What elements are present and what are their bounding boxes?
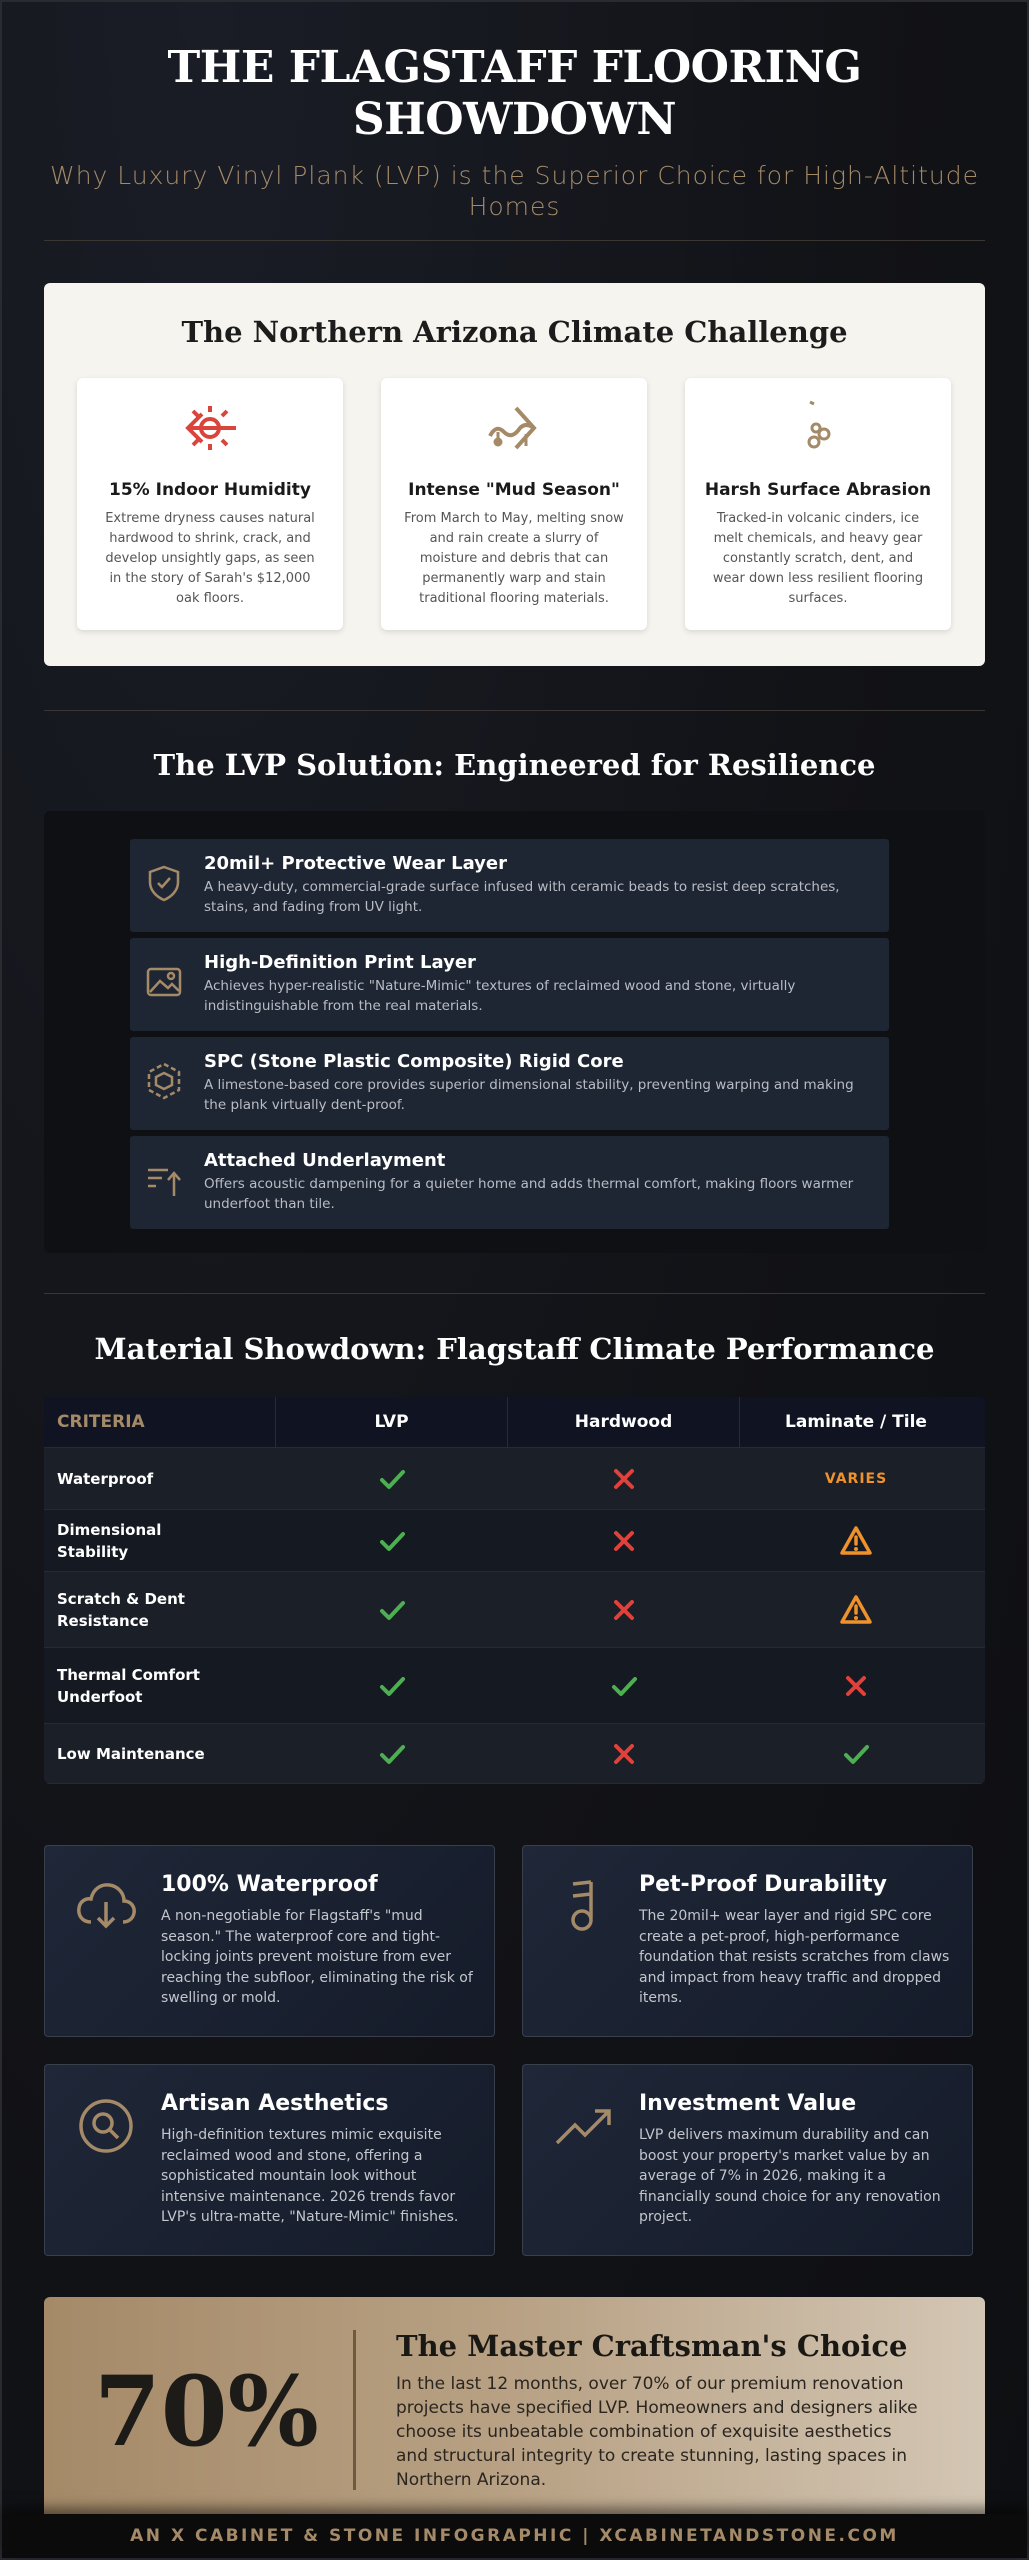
feature-title: SPC (Stone Plastic Composite) Rigid Core — [204, 1051, 624, 1072]
benefit-text: LVP delivers maximum durability and can boost your property's market value by an average of 7% in 2026, making it a financially sound choice for any renovation project. — [639, 2127, 941, 2225]
benefit-card-pet-proof — [522, 1845, 973, 2037]
benefit-card-waterproof — [44, 1845, 495, 2037]
value-text — [740, 1448, 972, 1509]
craftsman-title: The Master Craftsman's Choice — [396, 2329, 908, 2363]
feature-text: A limestone-based core provides superior dimensional stability, preventing warping and making the plank virtually dent-proof. — [204, 1077, 854, 1113]
table-row — [44, 1572, 985, 1648]
craftsman-text: In the last 12 months, over 70% of our premium renovation projects have specified LVP. Homeowners and designers alike choose its unbeatable combination of exquisite aesthetics and structural integrity to create stunning, lasting spaces in Northern Arizona. — [396, 2374, 918, 2490]
climate-card-text: Tracked-in volcanic cinders, ice melt chemicals, and heavy gear constantly scratch, dent, and wear down less resilient flooring surfaces. — [712, 511, 924, 606]
table-row — [44, 1510, 985, 1572]
feature-underlayment — [130, 1136, 889, 1229]
layers-arrow-icon — [144, 1160, 184, 1200]
benefit-title: Pet-Proof Durability — [639, 1872, 887, 1897]
showdown-title: Material Showdown: Flagstaff Climate Performance — [94, 1332, 935, 1366]
paw-hook-icon — [551, 1874, 617, 1940]
divider — [44, 1293, 985, 1294]
header-laminate-tile: Laminate / Tile — [785, 1412, 927, 1432]
craftsman-panel — [44, 2297, 985, 2541]
climate-card-text: From March to May, melting snow and rain create a slurry of moisture and debris that can permanently warp and stain traditional flooring materials. — [404, 511, 624, 606]
benefit-text: High-definition textures mimic exquisite reclaimed wood and stone, offering a sophisticated mountain look without intensive maintenance. 2026 trends favor LVP's ultra-matte, "Nature-Mimic" finishes. — [161, 2127, 459, 2225]
page-title: THE FLAGSTAFF FLOORING SHOWDOWN — [167, 42, 862, 145]
abrasion-icon — [685, 398, 951, 458]
check-icon — [276, 1510, 508, 1571]
check-icon — [276, 1648, 508, 1723]
mud-season-icon — [381, 398, 647, 458]
craftsman-stat: 70% — [94, 2355, 319, 2468]
benefit-title: 100% Waterproof — [161, 1872, 378, 1897]
shield-check-icon — [144, 863, 184, 903]
table-row — [44, 1448, 985, 1510]
page-subtitle: Why Luxury Vinyl Plank (LVP) is the Superior Choice for High-Altitude Homes — [49, 161, 980, 221]
criteria-cell: Low Maintenance — [57, 1744, 205, 1763]
cross-icon — [508, 1448, 740, 1509]
header-hardwood: Hardwood — [508, 1397, 740, 1447]
footer-link[interactable]: AN X CABINET & STONE INFOGRAPHIC | XCABINETANDSTONE.COM — [130, 2526, 899, 2546]
rigid-core-icon — [144, 1061, 184, 1101]
lvp-section-title: The LVP Solution: Engineered for Resilience — [153, 748, 876, 782]
climate-card-humidity — [77, 378, 343, 630]
footer — [2, 2514, 1027, 2558]
criteria-cell: Waterproof — [57, 1469, 154, 1488]
feature-print-layer — [130, 938, 889, 1031]
climate-card-title: Intense "Mud Season" — [408, 480, 620, 500]
vertical-divider — [353, 2330, 356, 2490]
benefit-text: The 20mil+ wear layer and rigid SPC core create a pet-proof, high-performance foundation that resists scratches from claws and impact from heavy traffic and dropped items. — [639, 1908, 950, 2006]
climate-challenge-panel — [44, 283, 985, 666]
climate-card-title: Harsh Surface Abrasion — [704, 480, 932, 500]
warning-icon — [740, 1572, 972, 1647]
feature-text: Offers acoustic dampening for a quieter home and adds thermal comfort, making floors warmer underfoot than tile. — [204, 1176, 854, 1212]
comparison-table — [44, 1397, 985, 1784]
check-icon — [276, 1572, 508, 1647]
cross-icon — [740, 1648, 972, 1723]
cloud-download-icon — [73, 1874, 139, 1940]
check-icon — [508, 1648, 740, 1723]
criteria-cell: Dimensional Stability — [57, 1520, 162, 1561]
climate-card-abrasion — [685, 378, 951, 630]
search-icon — [73, 2093, 139, 2159]
varies-label: VARIES — [824, 1470, 888, 1487]
check-icon — [740, 1724, 972, 1783]
benefit-title: Investment Value — [639, 2091, 857, 2116]
divider — [44, 710, 985, 711]
check-icon — [276, 1448, 508, 1509]
feature-title: 20mil+ Protective Wear Layer — [204, 853, 507, 874]
header-lvp: LVP — [276, 1397, 508, 1447]
cross-icon — [508, 1724, 740, 1783]
trending-up-icon — [551, 2093, 617, 2159]
humidity-icon — [77, 398, 343, 458]
benefit-card-investment — [522, 2064, 973, 2256]
feature-title: High-Definition Print Layer — [204, 952, 476, 973]
table-row — [44, 1648, 985, 1724]
criteria-cell: Thermal Comfort Underfoot — [57, 1665, 200, 1706]
feature-wear-layer — [130, 839, 889, 932]
climate-card-text: Extreme dryness causes natural hardwood to shrink, crack, and develop unsightly gaps, as seen in the story of Sarah's $12,000 oak floors. — [105, 511, 315, 606]
cross-icon — [508, 1510, 740, 1571]
cross-icon — [508, 1572, 740, 1647]
benefit-card-aesthetics — [44, 2064, 495, 2256]
benefit-text: A non-negotiable for Flagstaff's "mud season." The waterproof core and tight-locking joints prevent moisture from ever reaching the subfloor, eliminating the risk of swelling or mold. — [161, 1908, 473, 2006]
table-row — [44, 1724, 985, 1784]
image-icon — [144, 962, 184, 1002]
table-header-row — [44, 1397, 985, 1448]
climate-card-mud-season — [381, 378, 647, 630]
check-icon — [276, 1724, 508, 1783]
header-criteria: CRITERIA — [44, 1397, 276, 1447]
feature-title: Attached Underlayment — [204, 1150, 446, 1171]
feature-rigid-core — [130, 1037, 889, 1130]
climate-card-title: 15% Indoor Humidity — [109, 480, 311, 500]
benefit-title: Artisan Aesthetics — [161, 2091, 389, 2116]
warning-icon — [740, 1510, 972, 1571]
lvp-features-panel — [44, 811, 985, 1253]
divider — [44, 240, 985, 241]
climate-title: The Northern Arizona Climate Challenge — [181, 315, 848, 349]
feature-text: A heavy-duty, commercial-grade surface infused with ceramic beads to resist deep scratches, stains, and fading from UV light. — [204, 879, 840, 915]
feature-text: Achieves hyper-realistic "Nature-Mimic" textures of reclaimed wood and stone, virtually indistinguishable from the real materials. — [204, 978, 796, 1014]
criteria-cell: Scratch & Dent Resistance — [57, 1589, 185, 1630]
